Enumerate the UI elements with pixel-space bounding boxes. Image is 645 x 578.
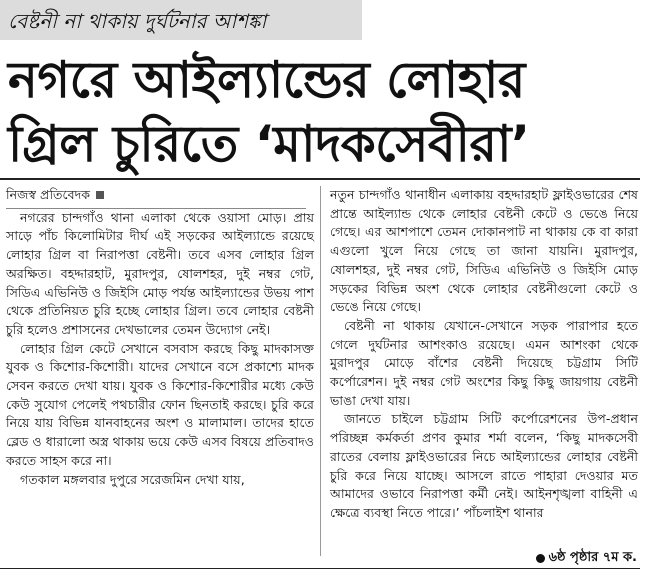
kicker-band (0, 0, 362, 40)
right-column (330, 186, 638, 523)
top-rule (0, 178, 640, 180)
byline-divider (6, 208, 306, 209)
right-paragraph: জানতে চাইলে চট্টগ্রাম সিটি কর্পোরেশনের উপ-প্রধান পরিচ্ছন্ন কর্মকর্তা প্রণব কুমার শর্মা বলেন, ‘কিছু মাদকসেবী রাতের বেলায় ফ্লাইওভারের নিচে আইল্যান্ডের লোহার বেষ্টনী চুরি করে নিয়ে যাচ্ছে। আসলে রাতে পাহারা দেওয়ার মত আমাদের ওভাবে নিরাপত্তা কর্মী নেই। আইনশৃঙ্খলা বাহিনী এ ক্ষেত্রে ব্যবস্থা নিতে পারে।’ পাঁচলাইশ থানার (330, 411, 638, 520)
column-divider (320, 186, 321, 556)
continuation-note (536, 548, 637, 569)
left-paragraph: গতকাল মঙ্গলবার দুপুরে সরেজমিন দেখা যায়, (20, 471, 245, 487)
bottom-rule (0, 568, 640, 569)
byline (6, 186, 314, 205)
kicker-text: বেষ্টনী না থাকায় দুর্ঘটনার আশঙ্কা (8, 9, 267, 33)
headline-line-2: গ্রিল চুরিতে ‘মাদকসেবীরা’ (8, 115, 530, 173)
left-paragraph: নগরের চান্দগাঁও থানা এলাকা থেকে ওয়াসা মোড়। প্রায় সাড়ে পাঁচ কিলোমিটার দীর্ঘ এই সড়কের আইল্যান্ডে রয়েছে লোহার গ্রিল বা নিরাপত্তা বেষ্টনী। তবে এসব লোহার গ্রিল অরক্ষিত। বহদ্দারহাট, মুরাদপুর, ষোলশহর, দুই নম্বর গেট, সিডিএ এভিনিউ ও জিইসি মোড় পর্যন্ত আইল্যান্ডের উভয় পাশ থেকে প্রতিনিয়ত চুরি হচ্ছে লোহার গ্রিল। তবে লোহার বেষ্টনী চুরি হলেও প্রশাসনের দেখভালের তেমন উদ্যোগ নেই। (6, 209, 314, 337)
square-bullet-icon (96, 191, 104, 199)
headline-line-1: নগরে আইল্যান্ডের লোহার (8, 51, 525, 109)
circle-bullet-icon (536, 554, 545, 563)
left-paragraph: লোহার গ্রিল কেটে সেখানে বসবাস করছে কিছু মাদকাসক্ত যুবক ও কিশোর-কিশোরী। যাদের সেখানে বসে প্রকাশ্যে মাদক সেবন করতে দেখা যায়। যুবক ও কিশোর-কিশোরীর মধ্যে কেউ কেউ সুযোগ পেলেই পথচারীর ফোন ছিনতাই করছে। চুরি করে নিয়ে যায় বিভিন্ন যানবাহনের অংশ ও মালামাল। তাদের হাতে ব্লেড ও ধারালো অস্ত্র থাকায় ভয়ে কেউ এসব বিষয়ে প্রতিবাদও করতে সাহস করে না। (6, 340, 314, 468)
right-paragraph: নতুন চান্দগাঁও থানাধীন এলাকায় বহদ্দারহাট ফ্লাইওভারের শেষ প্রান্তে আইল্যান্ড থেকে লোহার বেষ্টনী কেটে ও ভেঙে নিয়ে গেছে। এর আশপাশে তেমন দোকানপাট না থাকায় কে বা কারা এগুলো খুলে নিয়ে গেছে তা জানা যায়নি। মুরাদপুর, ষোলশহর, দুই নম্বর গেট, সিডিএ এভিনিউ ও জিইসি মোড় সড়কের বিভিন্ন অংশ থেকে লোহার বেষ্টনীগুলো কেটে ও ভেঙে নিয়ে গেছে। (330, 187, 638, 315)
right-paragraph: বেষ্টনী না থাকায় যেখানে-সেখানে সড়ক পারাপার হতে গেলে দুর্ঘটনার আশংকাও রয়েছে। এমন আশংকা থেকে মুরাদপুর মোড়ে বাঁশের বেষ্টনী দিয়েছে চট্টগ্রাম সিটি কর্পোরেশন। দুই নম্বর গেট অংশের কিছু কিছু জায়গায় বেষ্টনী ভাঙা দেখা যায়। (330, 317, 638, 408)
continuation-text: ৬ষ্ঠ পৃষ্ঠার ৭ম ক. (548, 550, 637, 565)
byline-text: নিজস্ব প্রতিবেদক (6, 187, 91, 202)
left-column (6, 186, 314, 489)
